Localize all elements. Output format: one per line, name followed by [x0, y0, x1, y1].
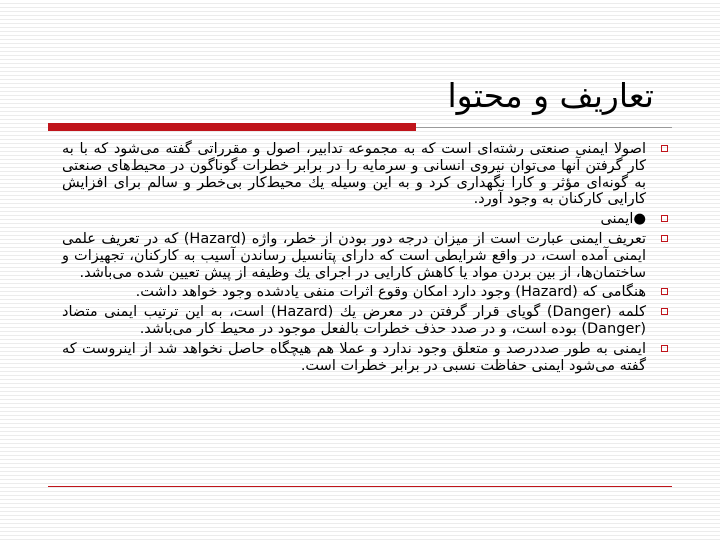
list-item-text: تعريف ايمنی عبارت است از ميزان درجه دور بودن از خطر، واژه (Hazard) كه در تعريف علمی ايمنی آمده است، در واقع شرايطی است كه دارای پتانسيل رساندن آسيب به كاركنان، تجهيزات و ساختمان‌ها، از بين بردن مواد يا كاهش كارايی در اجرای يك وظيفه از پيش تعيين شده می‌باشد. — [62, 230, 646, 281]
list-item-text: ●ايمنی — [600, 211, 646, 228]
list-item — [62, 211, 672, 228]
square-bullet-icon — [661, 145, 668, 152]
list-item-text: ايمنی به طور صددرصد و متعلق وجود ندارد و عملا هم هيچگاه حاصل نخواهد شد از اينروست كه گفته می‌شود ايمنی حفاظت نسبی در برابر خطرات است. — [62, 340, 646, 374]
list-item — [62, 284, 672, 301]
square-bullet-icon — [661, 345, 668, 352]
list-item-text: اصولا ايمنی صنعتی رشته‌ای است كه به مجموعه تدابير، اصول و مقرراتی گفته می‌شود كه با به كار گرفتن آنها می‌توان نيروی انسانی و سرمايه را در برابر خطرات گوناگون در محيط‌های صنعتی به گونه‌ای مؤثر و كارا نگهداری كرد و به اين وسيله يك محيط‌كار بی‌خطر و سالم برای افزايش كارايی كاركنان به وجود آورد. — [62, 141, 646, 208]
list-item-text: هنگامی كه (Hazard) وجود دارد امكان وقوع اثرات منفی يادشده وجود خواهد داشت. — [135, 284, 646, 301]
bottom-divider-line — [48, 486, 672, 487]
title-accent-bar — [48, 123, 416, 131]
square-bullet-icon — [661, 215, 668, 222]
list-item-text: كلمه (Danger) گويای قرار گرفتن در معرض يك (Hazard) است، به اين ترتيب ايمنی متضاد (Danger) بوده است، و در صدد حذف خطرات بالفعل موجود در محيط كار می‌باشد. — [62, 304, 646, 337]
list-item — [62, 231, 672, 281]
list-item — [62, 341, 672, 375]
square-bullet-icon — [661, 308, 668, 315]
content-list — [62, 141, 672, 377]
list-item — [62, 304, 672, 338]
slide-title: تعاريف و محتوا — [447, 76, 654, 115]
list-item — [62, 141, 672, 208]
square-bullet-icon — [661, 288, 668, 295]
square-bullet-icon — [661, 235, 668, 242]
